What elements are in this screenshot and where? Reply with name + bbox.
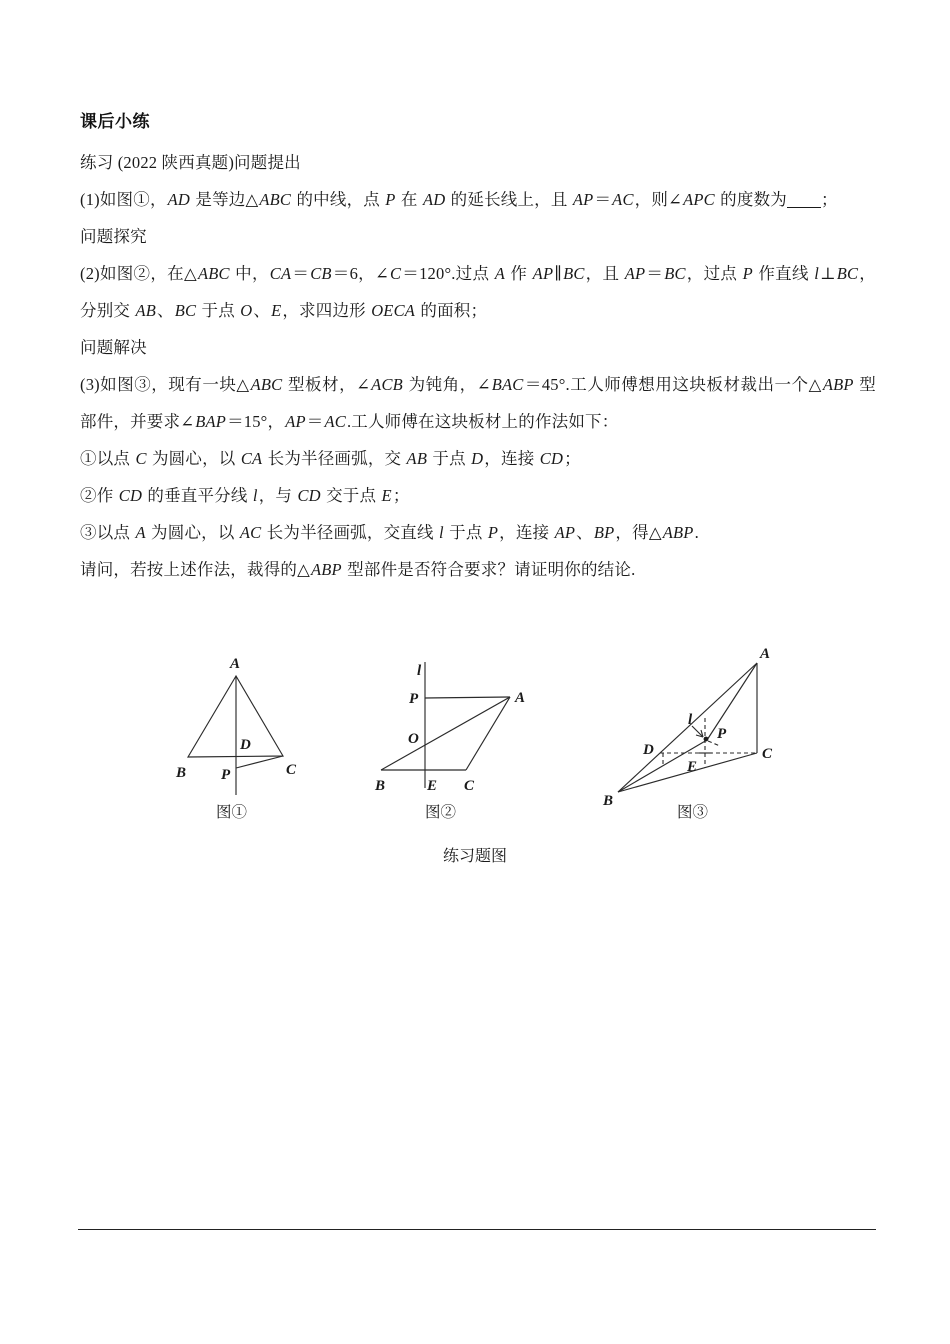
- segment-ba: [381, 697, 510, 770]
- fig2-point-label-c: C: [464, 778, 475, 794]
- paragraph-step-1: ①以点 C 为圆心，以 CA 长为半径画弧，交 AB 于点 D，连接 CD；: [80, 449, 581, 468]
- fig2-line-label-l: l: [417, 663, 422, 679]
- answer-blank[interactable]: [787, 207, 821, 208]
- fig2-point-label-b: B: [375, 778, 386, 794]
- segment-pa: [425, 697, 510, 698]
- paragraph-exercise-source: 练习 (2022 陕西真题)问题提出: [80, 153, 301, 172]
- segment-pa: [707, 663, 757, 740]
- footer-divider: [78, 1229, 876, 1230]
- figure-3-diagram: [595, 640, 795, 815]
- document-content: [80, 108, 876, 588]
- figure-2-label: 图②: [425, 804, 457, 821]
- fig3-point-label-p: P: [717, 726, 727, 742]
- fig1-point-label-a: A: [230, 656, 241, 672]
- fig3-point-label-a: A: [760, 646, 771, 662]
- segment-pc: [236, 756, 283, 768]
- paragraph-step-2: ②作 CD 的垂直平分线 l，与 CD 交于点 E；: [80, 486, 410, 505]
- segment-ca: [466, 697, 510, 770]
- fig3-point-label-d: D: [643, 742, 654, 758]
- figure-3-label: 图③: [677, 804, 709, 821]
- fig3-point-label-b: B: [603, 793, 614, 809]
- fig1-point-label-p: P: [221, 767, 231, 783]
- heading-problem-explore: 问题探究: [80, 227, 147, 246]
- paragraph-step-3: ③以点 A 为圆心，以 AC 长为半径画弧，交直线 l 于点 P，连接 AP、BP，得△ABP.: [80, 523, 699, 542]
- fig1-point-label-b: B: [176, 765, 187, 781]
- figure-labels-row: [0, 800, 950, 824]
- paragraph-part-1: (1)如图①，AD 是等边△ABC 的中线，点 P 在 AD 的延长线上，且 AP＝AC，则∠APC 的度数为 ；: [80, 190, 838, 209]
- fig2-point-label-a: A: [515, 690, 526, 706]
- fig3-point-label-e: E: [687, 759, 698, 775]
- paragraph-part-2: (2)如图②，在△ABC 中，CA＝CB＝6，∠C＝120°.过点 A 作 AP∥BC，且 AP＝BC，过点 P 作直线 l⊥BC，分别交 AB、BC 于点 O、E，求四边形 OECA 的面积；: [80, 264, 876, 320]
- fig2-point-label-p: P: [409, 691, 419, 707]
- figure-2-diagram: [365, 640, 540, 815]
- figures-caption: 练习题图: [442, 848, 507, 865]
- figure-1-diagram: [160, 640, 320, 815]
- point-marker-p: [704, 737, 709, 742]
- figures-group: [0, 640, 950, 860]
- fig2-point-label-o: O: [408, 731, 419, 747]
- paragraph-closing-question: 请问，若按上述作法，裁得的△ABP 型部件是否符合要求？请证明你的结论.: [80, 560, 636, 579]
- fig1-point-label-c: C: [286, 762, 297, 778]
- figure-1-label: 图①: [216, 804, 248, 821]
- fig3-point-label-c: C: [762, 746, 773, 762]
- heading-problem-solve: 问题解决: [80, 338, 147, 357]
- fig3-line-label-l: l: [688, 712, 693, 728]
- fig1-point-label-d: D: [240, 737, 251, 753]
- paragraph-part-3: (3)如图③，现有一块△ABC 型板材，∠ACB 为钝角，∠BAC＝45°.工人师傅想用这块板材裁出一个△ABP 型部件，并要求∠BAP＝15°，AP＝AC.工人师傅在这块板材上的作法如下：: [80, 375, 877, 431]
- fig2-point-label-e: E: [427, 778, 438, 794]
- page-title: 课后小练: [80, 112, 150, 131]
